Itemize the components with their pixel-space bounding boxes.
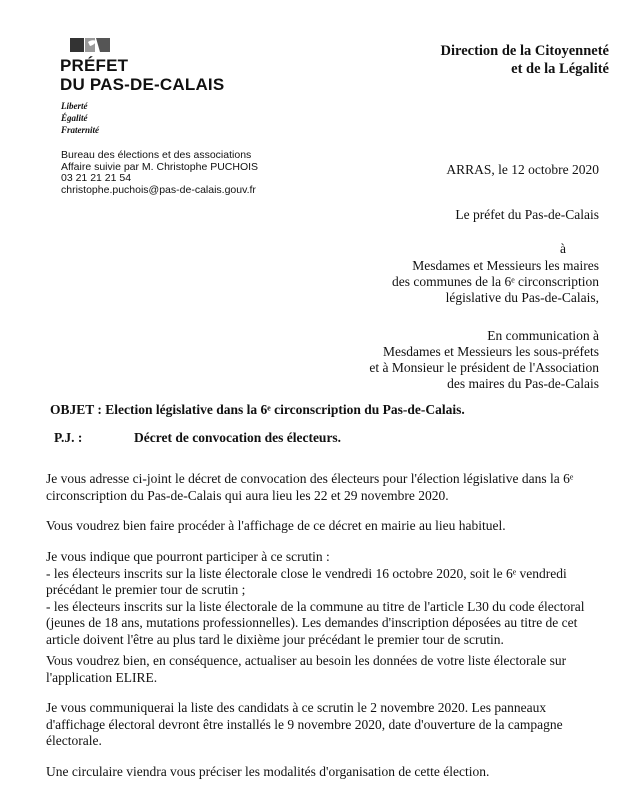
to-word: à [560,241,566,256]
prefet-title: PRÉFET DU PAS-DE-CALAIS [60,56,225,94]
paragraph-voters: Je vous indique que pourront participer à ce scrutin : - les électeurs inscrits sur la liste électorale close le vendredi 16 octobre 2020, soit le 6ᵉ vendredi précédant le premier tour de scrutin ; - les électeurs inscrits sur la liste électorale de la commune au titre de l'article L30 du code électoral (jeunes de 18 ans, mutations professionnelles). Les demandes d'inscription déposées au titre de cet article doivent l'être au plus tard le dixième jour précédant le premier tour de scrutin. [46,549,585,647]
sender-phone: 03 21 21 21 54 [61,172,132,184]
subject-line: OBJET : Election législative dans la 6ᵉ circonscription du Pas-de-Calais. [50,402,465,417]
copy-to-block: En communication à Mesdames et Messieurs les sous-préfets et à Monsieur le président de l'Association des maires du Pas-de-Calais [369,328,599,391]
marianne-logo [70,36,110,52]
paragraph-circular: Une circulaire viendra vous préciser les modalités d'organisation de cette élection. [46,764,490,779]
paragraph-candidates: Je vous communiquerai la liste des candidats à ce scrutin le 2 novembre 2020. Les panneaux d'affichage électoral devront être installés le 9 novembre 2020, date d'ouverture de la campagne électorale. [46,700,563,749]
sender-block [61,150,258,196]
recipients-block: Mesdames et Messieurs les maires des communes de la 6ᵉ circonscription législative du Pas-de-Calais, [391,258,599,305]
attachment-line [54,430,341,446]
sender-email: christophe.puchois@pas-de-calais.gouv.fr [61,183,256,196]
attachment-text: Décret de convocation des électeurs. [134,430,342,445]
republic-motto: Liberté Égalité Fraternité [61,101,100,135]
attachment-label: P.J. : [54,430,83,445]
paragraph-display: Vous voudrez bien faire procéder à l'affichage de ce décret en mairie au lieu habituel. [46,518,506,533]
sender-office: Bureau des élections et des associations [61,149,252,161]
sender-contact: Affaire suivie par M. Christophe PUCHOIS [61,160,259,173]
direction-heading: Direction de la Citoyenneté et de la Légalité [440,43,609,77]
paragraph-decree: Je vous adresse ci-joint le décret de convocation des électeurs pour l'élection législative dans la 6ᵉ circonscription du Pas-de-Calais qui aura lieu les 22 et 29 novembre 2020. [46,471,574,503]
signatory: Le préfet du Pas-de-Calais [455,207,599,222]
place-date: ARRAS, le 12 octobre 2020 [446,162,599,177]
paragraph-update-list: Vous voudrez bien, en conséquence, actualiser au besoin les données de votre liste électorale sur l'application ELIRE. [46,653,567,685]
